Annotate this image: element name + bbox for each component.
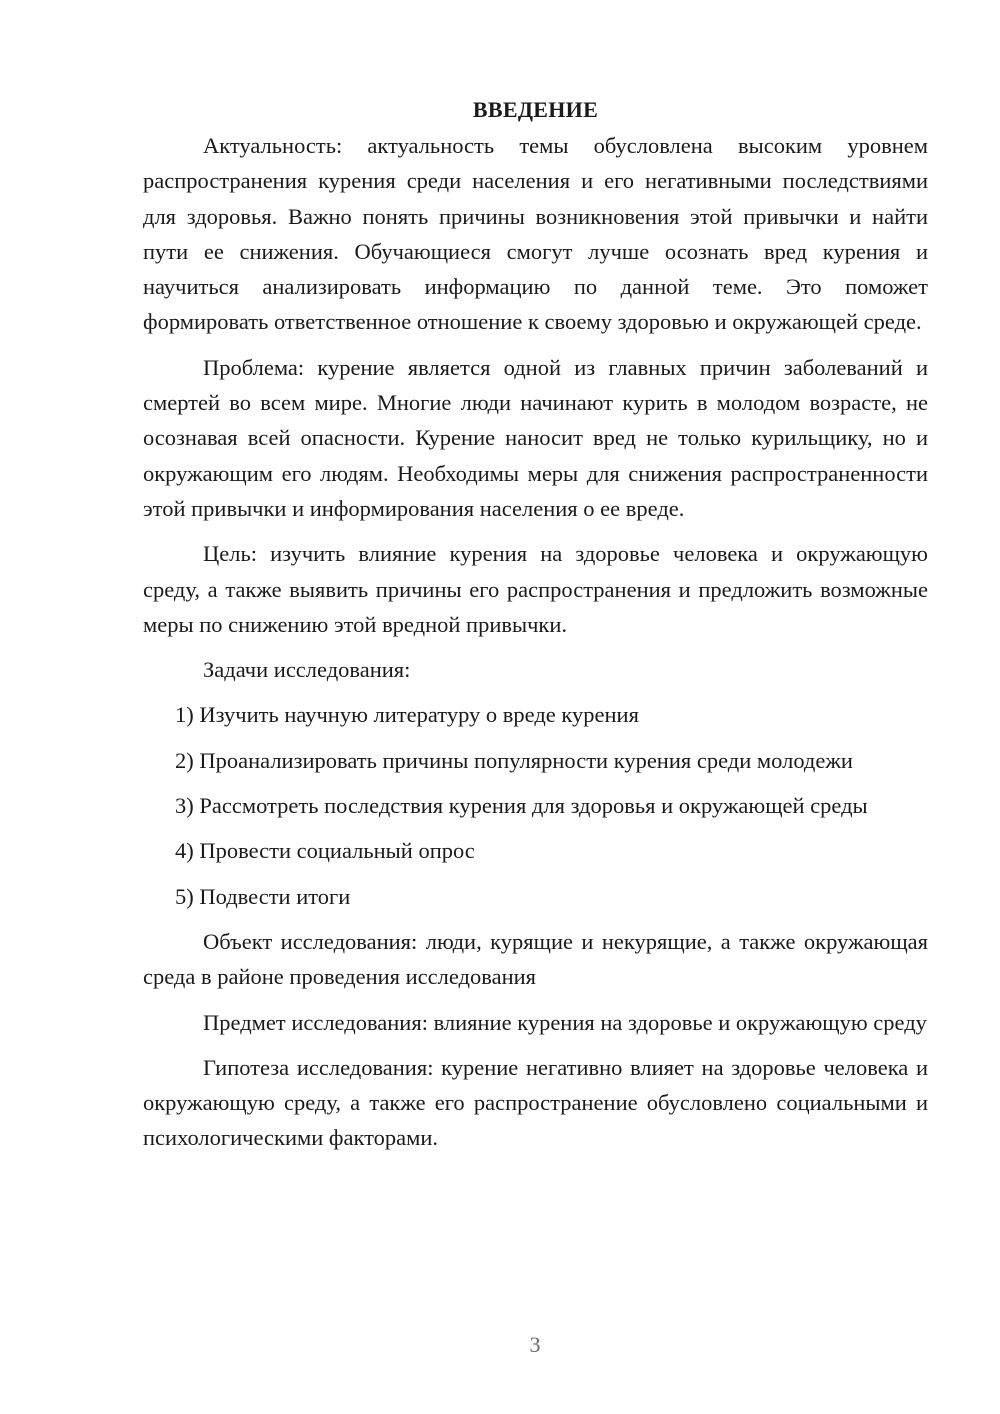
problem-paragraph: Проблема: курение является одной из главных причин заболеваний и смертей во всем мире. Многие люди начинают курить в молодом возрасте, не осознавая всей опасности. Курение наносит вред не только курильщику, но и окружающим его людям. Необходимы меры для снижения распространенности этой привычки и информирования населения о ее вреде. — [143, 354, 928, 521]
document-page — [143, 92, 928, 1166]
goal-paragraph: Цель: изучить влияние курения на здоровье человека и окружающую среду, а также выявить причины его распространения и предложить возможные меры по снижению этой вредной привычки. — [143, 541, 928, 637]
task-item-5: 5) Подвести итоги — [175, 883, 351, 909]
tasks-heading: Задачи исследования: — [203, 657, 411, 683]
hypothesis-paragraph: Гипотеза исследования: курение негативно влияет на здоровье человека и окружающую среду, а также его распространение обусловлено социальными и психологическими факторами. — [143, 1054, 928, 1151]
page-title: ВВЕДЕНИЕ — [472, 97, 599, 122]
subject-paragraph: Предмет исследования: влияние курения на здоровье и окружающую среду — [203, 1009, 927, 1035]
page-number: 3 — [529, 1332, 541, 1357]
task-item-2: 2) Проанализировать причины популярности курения среди молодежи — [175, 747, 853, 773]
task-item-3: 3) Рассмотреть последствия курения для здоровья и окружающей среды — [175, 793, 868, 819]
object-paragraph: Объект исследования: люди, курящие и некурящие, а также окружающая среда в районе проведения исследования — [143, 928, 928, 990]
task-item-1: 1) Изучить научную литературу о вреде курения — [175, 702, 639, 728]
relevance-paragraph: Актуальность: актуальность темы обусловлена высоким уровнем распространения курения среди населения и его негативными последствиями для здоровья. Важно понять причины возникновения этой привычки и найти пути ее снижения. Обучающиеся смогут лучше осознать вред курения и научиться анализировать информацию по данной теме. Это поможет формировать ответственное отношение к своему здоровью и окружающей среде. — [143, 133, 928, 335]
tasks-list — [143, 697, 928, 913]
task-item-4: 4) Провести социальный опрос — [175, 838, 475, 864]
